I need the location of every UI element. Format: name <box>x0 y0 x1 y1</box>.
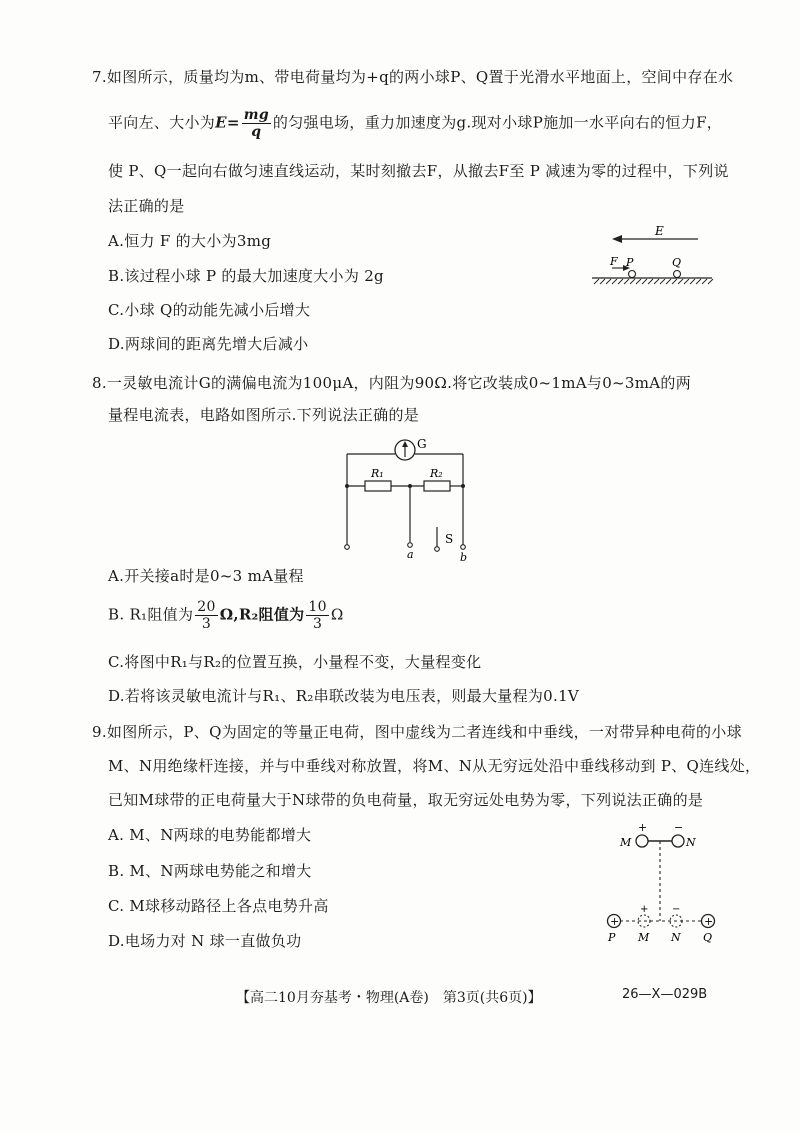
field-denominator: q <box>251 124 262 140</box>
svg-text:−: − <box>672 904 681 915</box>
q7-stem-line3: 使 P、Q一起向右做匀速直线运动，某时刻撤去F，从撤去F至 P 减速为零的过程中，下列说 <box>108 162 729 180</box>
q7-stem-line4: 法正确的是 <box>108 197 185 215</box>
label-E: E <box>655 224 664 238</box>
q8-option-a: A.开关接a时是0~3 mA量程 <box>108 567 304 585</box>
ball-M-top <box>636 835 648 847</box>
label-Q: Q <box>703 931 713 944</box>
q8-circuit-figure <box>335 430 485 565</box>
ball-P <box>629 271 636 278</box>
R1-denominator: 3 <box>201 616 212 632</box>
terminal-a <box>408 543 413 548</box>
terminal-left <box>345 545 350 550</box>
q9-option-d: D.电场力对 N 球一直做负功 <box>108 932 302 950</box>
q8-stem-line1: 8.一灵敏电流计G的满偏电流为100μA，内阻为90Ω.将它改装成0~1mA与0~3mA的两 <box>92 374 692 392</box>
label-P: P <box>626 256 634 269</box>
q7-option-a: A.恒力 F 的大小为3mg <box>108 232 272 250</box>
resistor-R1 <box>365 481 391 491</box>
footer-exam-info: 【高二10月夯基考・物理(A卷) 第3页(共6页)】 <box>236 990 542 1006</box>
field-expression: E= <box>215 113 240 132</box>
q9-figure <box>600 815 730 945</box>
label-R2: R₂ <box>430 467 443 480</box>
q7-stem-line2 <box>108 108 722 139</box>
q7-stem-line2-part2: 的匀强电场，重力加速度为g.现对小球P施加一水平向右的恒力F， <box>272 113 723 132</box>
q7-option-d: D.两球间的距离先增大后减小 <box>108 335 309 353</box>
footer-code: 26—X—029B <box>622 987 708 1002</box>
q8-option-b-part3: Ω <box>330 605 344 624</box>
svg-text:+: + <box>640 904 649 915</box>
q9-option-c: C. M球移动路径上各点电势升高 <box>108 897 329 915</box>
svg-text:+: + <box>638 821 648 834</box>
label-N-bottom: N <box>671 931 681 944</box>
q7-option-b: B.该过程小球 P 的最大加速度大小为 2g <box>108 267 384 285</box>
label-a: a <box>407 548 414 561</box>
label-R1: R₁ <box>371 467 384 480</box>
q8-option-b-part2: Ω,R₂阻值为 <box>219 605 305 624</box>
field-arrowhead <box>612 235 622 243</box>
R1-numerator: 20 <box>197 599 216 615</box>
field-numerator: mg <box>243 107 269 123</box>
svg-text:+: + <box>610 915 620 928</box>
q8-option-c: C.将图中R₁与R₂的位置互换，小量程不变，大量程变化 <box>108 653 482 671</box>
label-b: b <box>460 551 468 564</box>
q9-stem-line3: 已知M球带的正电荷量大于N球带的负电荷量，取无穷远处电势为零，下列说法正确的是 <box>108 791 704 809</box>
resistor-R2 <box>424 481 450 491</box>
q9-stem-line1: 9.如图所示，P、Q为固定的等量正电荷，图中虚线为二者连线和中垂线，一对带异种电荷的小球 <box>92 723 742 741</box>
q7-stem-line2-part1: 平向左、大小为 <box>108 113 216 132</box>
svg-text:+: + <box>704 915 714 928</box>
label-G: G <box>417 437 427 451</box>
label-P: P <box>608 931 616 944</box>
q9-option-b: B. M、N两球电势能之和增大 <box>108 862 312 880</box>
R2-denominator: 3 <box>313 616 323 632</box>
ball-N-top <box>672 835 684 847</box>
label-M-top: M <box>620 836 632 849</box>
q8-option-b-part1: B. R₁阻值为 <box>108 605 194 624</box>
ball-Q <box>674 271 681 278</box>
q7-stem-line1: 7.如图所示，质量均为m、带电荷量均为+q的两小球P、Q置于光滑水平地面上，空间中存在水 <box>92 68 734 86</box>
field-fraction <box>242 108 271 139</box>
R1-fraction <box>195 600 217 631</box>
q7-figure <box>590 222 720 292</box>
svg-text:−: − <box>674 821 684 834</box>
q8-option-b <box>108 600 344 631</box>
label-S: S <box>445 532 454 546</box>
R2-numerator: 10 <box>308 599 327 615</box>
label-M-bottom: M <box>638 931 650 944</box>
label-N-top: N <box>686 836 696 849</box>
q8-stem-line2: 量程电流表，电路如图所示.下列说法正确的是 <box>108 406 420 424</box>
q9-option-a: A. M、N两球的电势能都增大 <box>108 826 312 844</box>
terminal-b <box>461 545 466 550</box>
q9-stem-line2: M、N用绝缘杆连接，并与中垂线对称放置，将M、N从无穷远处沿中垂线移动到 P、Q连线处， <box>108 757 761 775</box>
label-Q: Q <box>672 256 682 269</box>
R2-fraction <box>306 600 328 631</box>
label-F: F <box>610 255 618 268</box>
q7-option-c: C.小球 Q的动能先减小后增大 <box>108 301 311 319</box>
q8-option-d: D.若将该灵敏电流计与R₁、R₂串联改装为电压表，则最大量程为0.1V <box>108 687 580 705</box>
